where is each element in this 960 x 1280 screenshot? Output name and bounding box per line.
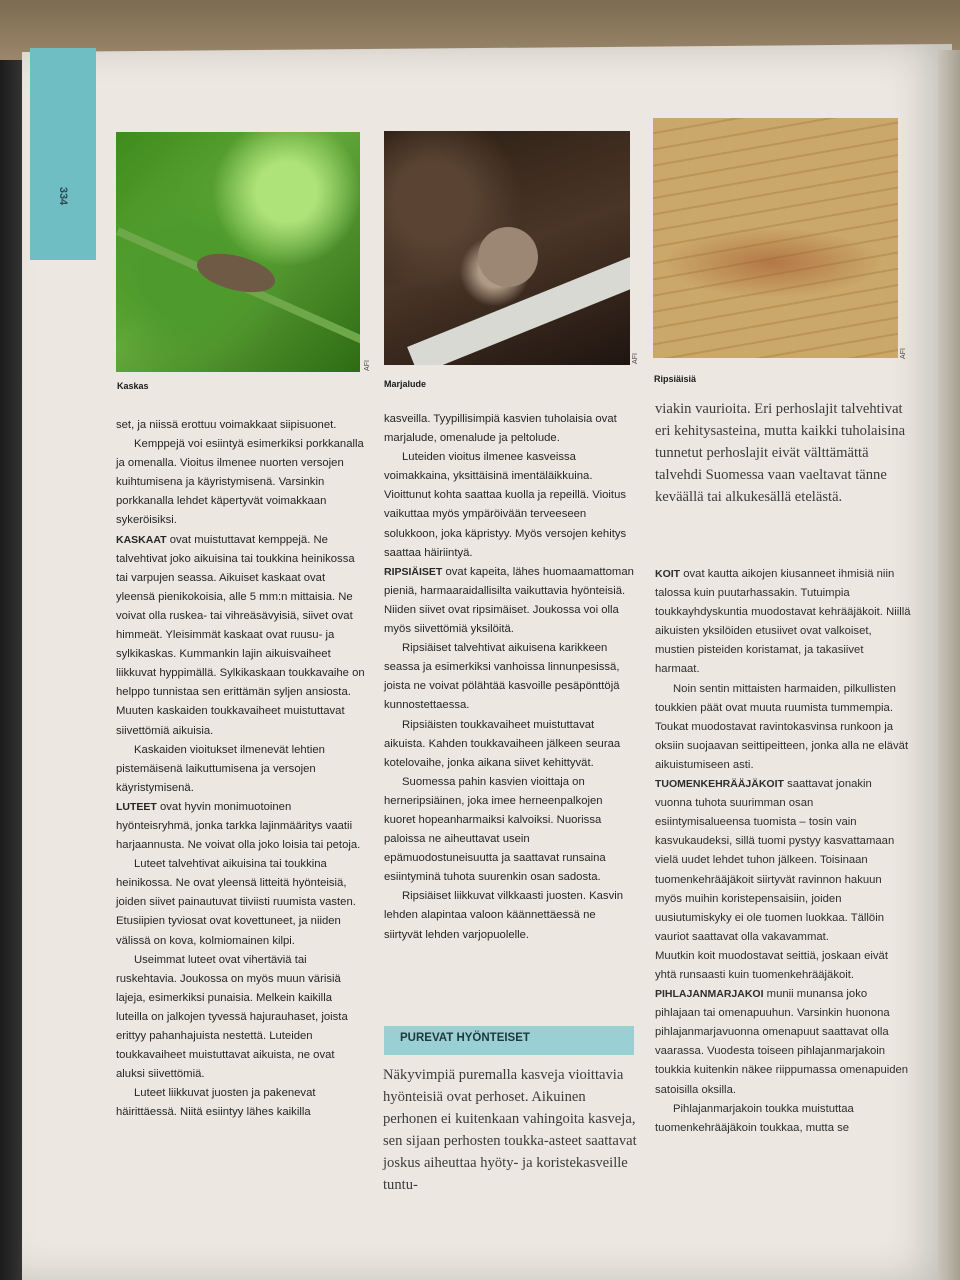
paragraph: Useimmat luteet ovat vihertäviä tai ruskehtavia. Joukossa on myös muun värisiä lajeja, esimerkiksi punaisia. Melkein kaikilla luteilla on jalkojen tyvessä hajurauhaset, joista erittyy pahanhajuista nestettä. Luteiden toukkavaiheet muistuttavat aikuista, ne ovat aluksi siivettömiä. [116,953,348,1081]
text-column-2 [384,410,636,945]
paragraph: kasveilla. Tyypillisimpiä kasvien tuholaisia ovat marjalude, omenalude ja peltolude. [384,413,617,445]
heading-ripsiaiset: RIPSIÄISET [384,565,443,578]
leafhopper-insect [193,247,279,299]
paragraph [116,798,365,855]
paragraph: Ripsiäisten toukkavaiheet muistuttavat aikuista. Kahden toukkavaiheen jälkeen seuraa kotelovaihe, jonka aikana siivet kehittyvät. [384,718,621,769]
paragraph: Pihlajanmarjakoin toukka muistuttaa tuomenkehrääjäkoin toukkaa, mutta se [655,1102,854,1134]
caption-kaskas: Kaskas [117,381,149,391]
text-column-1 [116,416,365,1122]
page-edge [938,50,960,1280]
section-heading-bar [384,1026,634,1055]
paragraph: Muutkin koit muodostavat seittiä, joskaan eivät yhtä runsaasti kuin tuomenkehrääjäkoit. [655,949,888,981]
caption-marjalude: Marjalude [384,379,427,389]
photo-marjalude [384,131,630,365]
paragraph [384,563,636,639]
paragraph: Kaskaiden vioitukset ilmenevät lehtien pistemäisenä laikuttumisena ja versojen käyristymisenä. [116,743,325,794]
paragraph: Kemppejä voi esiintyä esimerkiksi porkkanalla ja omenalla. Vioitus ilmenee nuorten versojen kuihtumisena ja käyristymisenä. Varsinkin porkkanalla lehdet käpertyvät voimakkaan sykeröisiksi. [116,438,364,527]
text-column-3 [655,565,911,1138]
shield-bug-insect [478,227,538,287]
section-heading: PUREVAT HYÖNTEISET [400,1032,530,1044]
photo-credit: AFI [899,348,907,359]
heading-kaskaat: KASKAAT [116,533,167,546]
paragraph [655,565,911,680]
photo-credit: AFI [363,360,371,371]
paragraph: Suomessa pahin kasvien vioittaja on herneripsiäinen, joka imee herneenpalkojen kuoret hopeanharmaiksi kalvoiksi. Nuorissa paloissa ne aiheuttavat usein epämuodostuneisuutta ja saattavat runsaina esiintyminä tuhota suurenkin osan sadosta. [384,775,606,884]
paragraph: Ripsiäiset talvehtivat aikuisena karikkeen seassa ja esimerkiksi vanhoissa linnunpesissä, joista ne voivat pölähtää kasvoille pesäpönttöjä kunnostettaessa. [384,642,620,712]
paragraph [116,531,365,741]
heading-koit: KOIT [655,568,681,580]
paragraph: Ripsiäiset liikkuvat vilkkaasti juosten. Kasvin lehden alapintaa valoon käännettäessä ne siirtyvät lehden varjopuolelle. [384,890,624,941]
photo-credit: AFI [631,353,639,364]
paragraph: Noin sentin mittaisten harmaiden, pilkullisten toukkien päät ovat muuta ruumista tummempia. Toukat muodostavat ravintokasvinsa runkoon ja oksiin suojaavan seittipeitteen, jonka alla ne elävät aikuistumiseen asti. [655,682,909,771]
serif-continued-text: viakin vaurioita. Eri perhoslajit talvehtivat eri kehitysasteina, mutta kaikki tuholaisina tunnetut perhoslajit eivät välttämättä talvehdi Suomessa vaan vaeltavat tänne keväällä tai alkukesällä etelästä. [655,401,906,505]
page-number: 334 [57,186,70,206]
paragraph-text: ovat muistuttavat kemppejä. Ne talvehtivat joko aikuisina tai toukkina heinikossa tai varpujen seassa. Aikuiset kaskaat ovat yleensä pienikokoisia, alle 5 mm:n mittaisia. Ne voivat olla ruskea- tai vihreäsävyisiä, siivet ovat himmeät. Yleisimmät kaskaat ovat ruusu- ja sylkikaskas. Kummankin lajin aikuisvaiheet liikkuvat hyppimällä. Sylkikaskaan toukkavaihe on helppo tunnistaa sen erittämän syljen ansiosta. Muuten kaskaiden toukkavaiheet muistuttavat siivettömiä aikuisia. [116,533,365,737]
heading-pihlajanmarjakoi: PIHLAJANMARJAKOI [655,988,764,1001]
caption-ripsiaisia: Ripsiäisiä [654,374,697,384]
paragraph-text: munii munansa joko pihlajaan tai omenapuuhun. Varsinkin huonona pihlajanmarjavuonna omenapuut saattavat olla vaarassa. Vuodesta toiseen pihlajanmarjakoin toukkia kuitenkin näkee riippumassa omenapuiden satoisilla oksilla. [655,988,909,1096]
photo-ripsiaisia [653,118,898,358]
paragraph [655,775,911,947]
paragraph [655,985,911,1100]
paragraph-text: ovat kapeita, lähes huomaamattoman pieniä, harmaaraidallisilta vaikuttavia hyönteisiä. Niiden siivet ovat ripsimäiset. Joukossa voi olla myös siivettömiä yksilöitä. [384,565,634,636]
paragraph: set, ja niissä erottuu voimakkaat siipisuonet. [116,419,337,431]
thrips-cluster [663,228,883,298]
paragraph: Luteiden vioitus ilmenee kasveissa voimakkaina, yksittäisinä imentäläikkuina. Vioittunut kohta saattaa kuolla ja repeillä. Vioitus vaikuttaa myös ympäröivään terveeseen solukkoon, joka käpristyy. Myös versojen kehitys saattaa häiriintyä. [384,451,627,559]
paragraph: Luteet liikkuvat juosten ja pakenevat häirittäessä. Niitä esiintyy lähes kaikilla [116,1087,316,1119]
paragraph-text: saattavat jonakin vuonna tuhota suurimman osan esiintymisalueensa tuomista – tosin vain kasvukaudeksi, sillä tuomi pystyy kasvattamaan vielä uudet lehdet tuhon jälkeen. Toisinaan tuomenkehrääjäkoit siirtyvät ravinnon hakuun myös muihin koristepensaisiin, joiden uusiutumiskyky ei ole tuomen luokkaa. Tällöin vauriot saattavat olla vakavammat. [655,778,895,943]
paragraph-text: ovat kautta aikojen kiusanneet ihmisiä niin talossa kuin puutarhassakin. Tutuimpia toukkayhdyskuntia muodostavat kehrääjäkoit. Niillä aikuisten yksilöiden etusiivet ovat valkoiset, mustien pisteiden koristamat, ja takasiivet harmaat. [655,568,911,676]
paragraph-text: ovat hyvin monimuotoinen hyönteisryhmä, jonka tarkka lajinmääritys vaatii harjaannusta. Ne voivat olla joko loisia tai petoja. [116,800,361,852]
photo-kaskas [116,132,360,372]
heading-tuomenkehraajakoit: TUOMENKEHRÄÄJÄKOIT [655,778,784,791]
paragraph: Luteet talvehtivat aikuisina tai toukkina heinikossa. Ne ovat yleensä litteitä hyönteisiä, joiden siivet painautuvat tiiviisti ruumista vasten. Etusiipien tyviosat ovat kovettuneet, ja niiden välissä on kova, kolmiomainen kilpi. [116,858,356,947]
heading-luteet: LUTEET [116,800,157,813]
chapter-tab [30,48,96,260]
serif-intro-text: Näkyvimpiä puremalla kasveja vioittavia hyönteisiä ovat perhoset. Aikuinen perhonen ei kuitenkaan vahingoita kasveja, sen sijaan perhosten toukka-asteet saattavat joskus aiheuttaa hyöty- ja koristekasveille tuntu- [383,1067,637,1193]
